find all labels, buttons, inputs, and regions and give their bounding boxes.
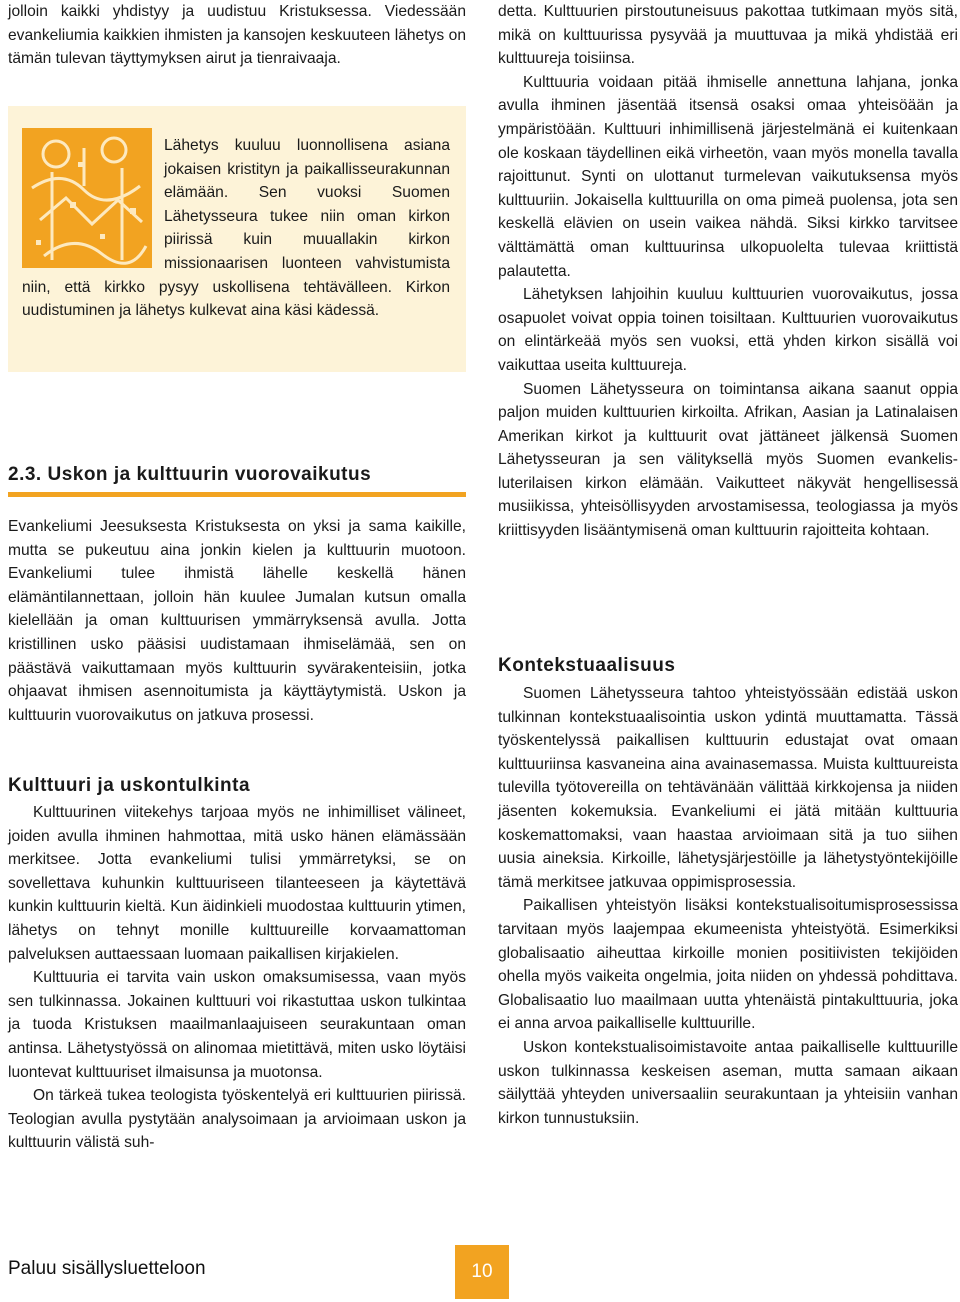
page-number: 10 xyxy=(471,1261,493,1282)
back-to-contents-link[interactable]: Paluu sisällysluetteloon xyxy=(8,1258,206,1279)
intro-paragraph xyxy=(8,0,466,71)
subsection-title-kulttuuri: Kulttuuri ja uskontulkinta xyxy=(8,775,251,796)
paragraph: Kulttuurinen viitekehys tarjoaa myös ne inhimilliset välineet, joiden avulla ihminen hahmottaa, mitä usko hänen elämässään merkitsee. Jotta evankeliumi tulisi ymmärretyksi, se on sovellettava kuhunkin kulttuuriseen tilanteeseen ja käytettävä kunkin kulttuurin kieltä. Kun äidinkieli muodostaa kulttuurin ytimen, lähetys on tehnyt monille kulttuureille korvaamattoman palveluksen auttaessaan luomaan paikallisen kirjakielen. xyxy=(8,804,466,963)
paragraph: Kulttuuria ei tarvita vain uskon omaksumisessa, vaan myös sen tulkinnassa. Jokainen kulttuuri voi rikastuttaa uskon tulkintaa ja tuoda Kristuksen maailmanlaajuiseen seurakuntaan oman antinsa. Lähetystyössä on alinomaa mietittävä, miten usko löytäisi luontevat kulttuuriset ilmaisunsa ja muotonsa. xyxy=(8,969,466,1081)
callout-text: Lähetys kuuluu luonnollisena asiana jokaisen kristityn ja paikallisseurakunnan elämään. Sen vuoksi Suomen Lähetysseura tukee niin oman kirkon piirissä kuin muuallakin kirkon missionaarisen luonteen vahvistumista niin, että kirkko pysyy uskollisena tehtävälleen. Kirkon uudistuminen ja lähetys kulkevat aina käsi kädessä. xyxy=(22,137,450,320)
callout-text-block xyxy=(22,134,450,323)
paragraph: Suomen Lähetysseura on toimintansa aikana saanut oppia paljon muiden kulttuurien kirkoilta. Afrikan, Aasian ja Latinalaisen Amerikan kirkot ja kulttuurit ovat jättäneet jälkensä Suomen Lähetysseuran ja sen välityksellä myös Suomen evankelis-luterilaisen kirkon elämään. Vaikutteet näkyvät hengellisessä musiikissa, yhteisöllisyyden arvostamisessa, teologiassa ja myös kriittisyyden lisääntymisenä oman kulttuurin rajoitteita kohtaan. xyxy=(498,380,958,540)
section-divider xyxy=(8,492,466,497)
subsection-body-kulttuuri xyxy=(8,801,466,1155)
paragraph: Lähetyksen lahjoihin kuuluu kulttuurien vuorovaikutus, jossa osapuolet voivat oppia toinen toisiltaan. Kulttuurien vuorovaikutus on elintärkeää myös sen vuoksi, että yhden kirkon sisällä voi vaikuttaa useita kulttuureja. xyxy=(498,286,958,374)
paragraph: On tärkeä tukea teologista työskentelyä eri kulttuurien piirissä. Teologian avulla pystytään analysoimaan ja arvioimaan uskon ja kulttuurin välistä suh- xyxy=(8,1087,466,1152)
section-paragraph: Evankeliumi Jeesuksesta Kristuksesta on yksi ja sama kaikille, mutta se pukeutuu aina jonkin kielen ja kulttuurin muotoon. Evankeliumi tulee ihmistä lähelle keskellä hänen elämäntilannettaan, jolloin hän kuulee Jumalan kutsun omalla kielellään ja oman kulttuurisen ymmärryksensä avulla. Jotta kristillinen usko pääsisi uudistamaan ihmiselämää, sen on päästävä vaikuttamaan myös kulttuurin syvärakenteisiin, jotka ohjaavat ihmisen asennoitumista ja käyttäytymistä. Uskon ja kulttuurin vuorovaikutus on jatkuva prosessi. xyxy=(8,518,466,724)
callout-box xyxy=(8,106,466,372)
section-body xyxy=(8,515,466,727)
subsection-title-kontekstuaalisuus: Kontekstuaalisuus xyxy=(498,655,676,676)
right-column-body xyxy=(498,0,958,543)
paragraph: Uskon kontekstualisoimistavoite antaa paikalliselle kulttuurille uskon tulkinnassa keskeisen aseman, mutta samaan aikaan säilyttää yhteyden universaaliin seurakuntaan ja yhteisiin vanhan kirkon tunnustuksiin. xyxy=(498,1038,958,1127)
subsection-body-kontekstuaalisuus xyxy=(498,682,958,1130)
section-title: 2.3. Uskon ja kulttuurin vuorovaikutus xyxy=(8,464,372,485)
continuation-paragraph: detta. Kulttuurien pirstoutuneisuus pakottaa tutkimaan myös sitä, mikä on kulttuurissa pysyvää ja muuttuvaa ja mikä yhdistää eri kulttuureja toisiinsa. xyxy=(498,3,958,68)
intro-text: jolloin kaikki yhdistyy ja uudistuu Kristuksessa. Viedessään evankeliumia kaikkien ihmisten ja kansojen keskuuteen lähetys on tämän tulevan täyttymyksen airut ja tienraivaaja. xyxy=(8,3,466,68)
paragraph: Paikallisen yhteistyön lisäksi kontekstualisoitumisprosessissa tarvitaan myös laajempaa ekumeenista yhteistyötä. Esimerkiksi globalisaatio aiheuttaa kirkoille monien positiivisten tekijöiden ohella myös vaikeita ongelmia, joita niiden on yhdessä pohdittava. Globalisaatio luo maailmaan uutta yhtenäistä pintakulttuuria, joka ei anna arvoa paikalliselle kulttuurille. xyxy=(498,897,958,1033)
paragraph: Kulttuuria voidaan pitää ihmiselle annettuna lahjana, jonka avulla ihminen jäsentää itsensä osaksi omaa yhteisöään ja ympäristöään. Kulttuuri inhimillisenä järjestelmänä ei kuitenkaan ole koskaan täydellinen eikä virheetön, vaan myös monella tavalla rajoittunut. Synti on ulottanut turmelevan vaikutuksensa myös kulttuuriin. Jokaisella kulttuurilla on oma pimeä puolensa, jota sen keskellä elävien on usein vaikea nähdä. Siksi kirkko tarvitsee välttämättä oman kulttuurinsa ulkopuolelta tulevaa kriittistä palautetta. xyxy=(498,73,958,280)
paragraph: Suomen Lähetysseura tahtoo yhteistyössään edistää uskon tulkinnan kontekstuaalisointia uskon ydintä muuttamatta. Tässä työskentelyssä paikallisen kulttuurin edustajat ovat omaan kulttuuriinsa kasvaneina aina avainasemassa. Muista kulttuureista tulevilla työtovereilla on tehtävänään välittää kirkkojensa ja niiden jäsenten kokemuksia. Evankeliumi ei jätä mitään kulttuuria koskemattomaksi, vaan haastaa arvioimaan sitä ja tuo siihen uusia aineksia. Kirkoille, lähetysjärjestöille ja lähetystyöntekijöille tämä merkitsee jatkuvaa oppimisprosessia. xyxy=(498,685,958,891)
page-number-badge xyxy=(455,1245,509,1299)
